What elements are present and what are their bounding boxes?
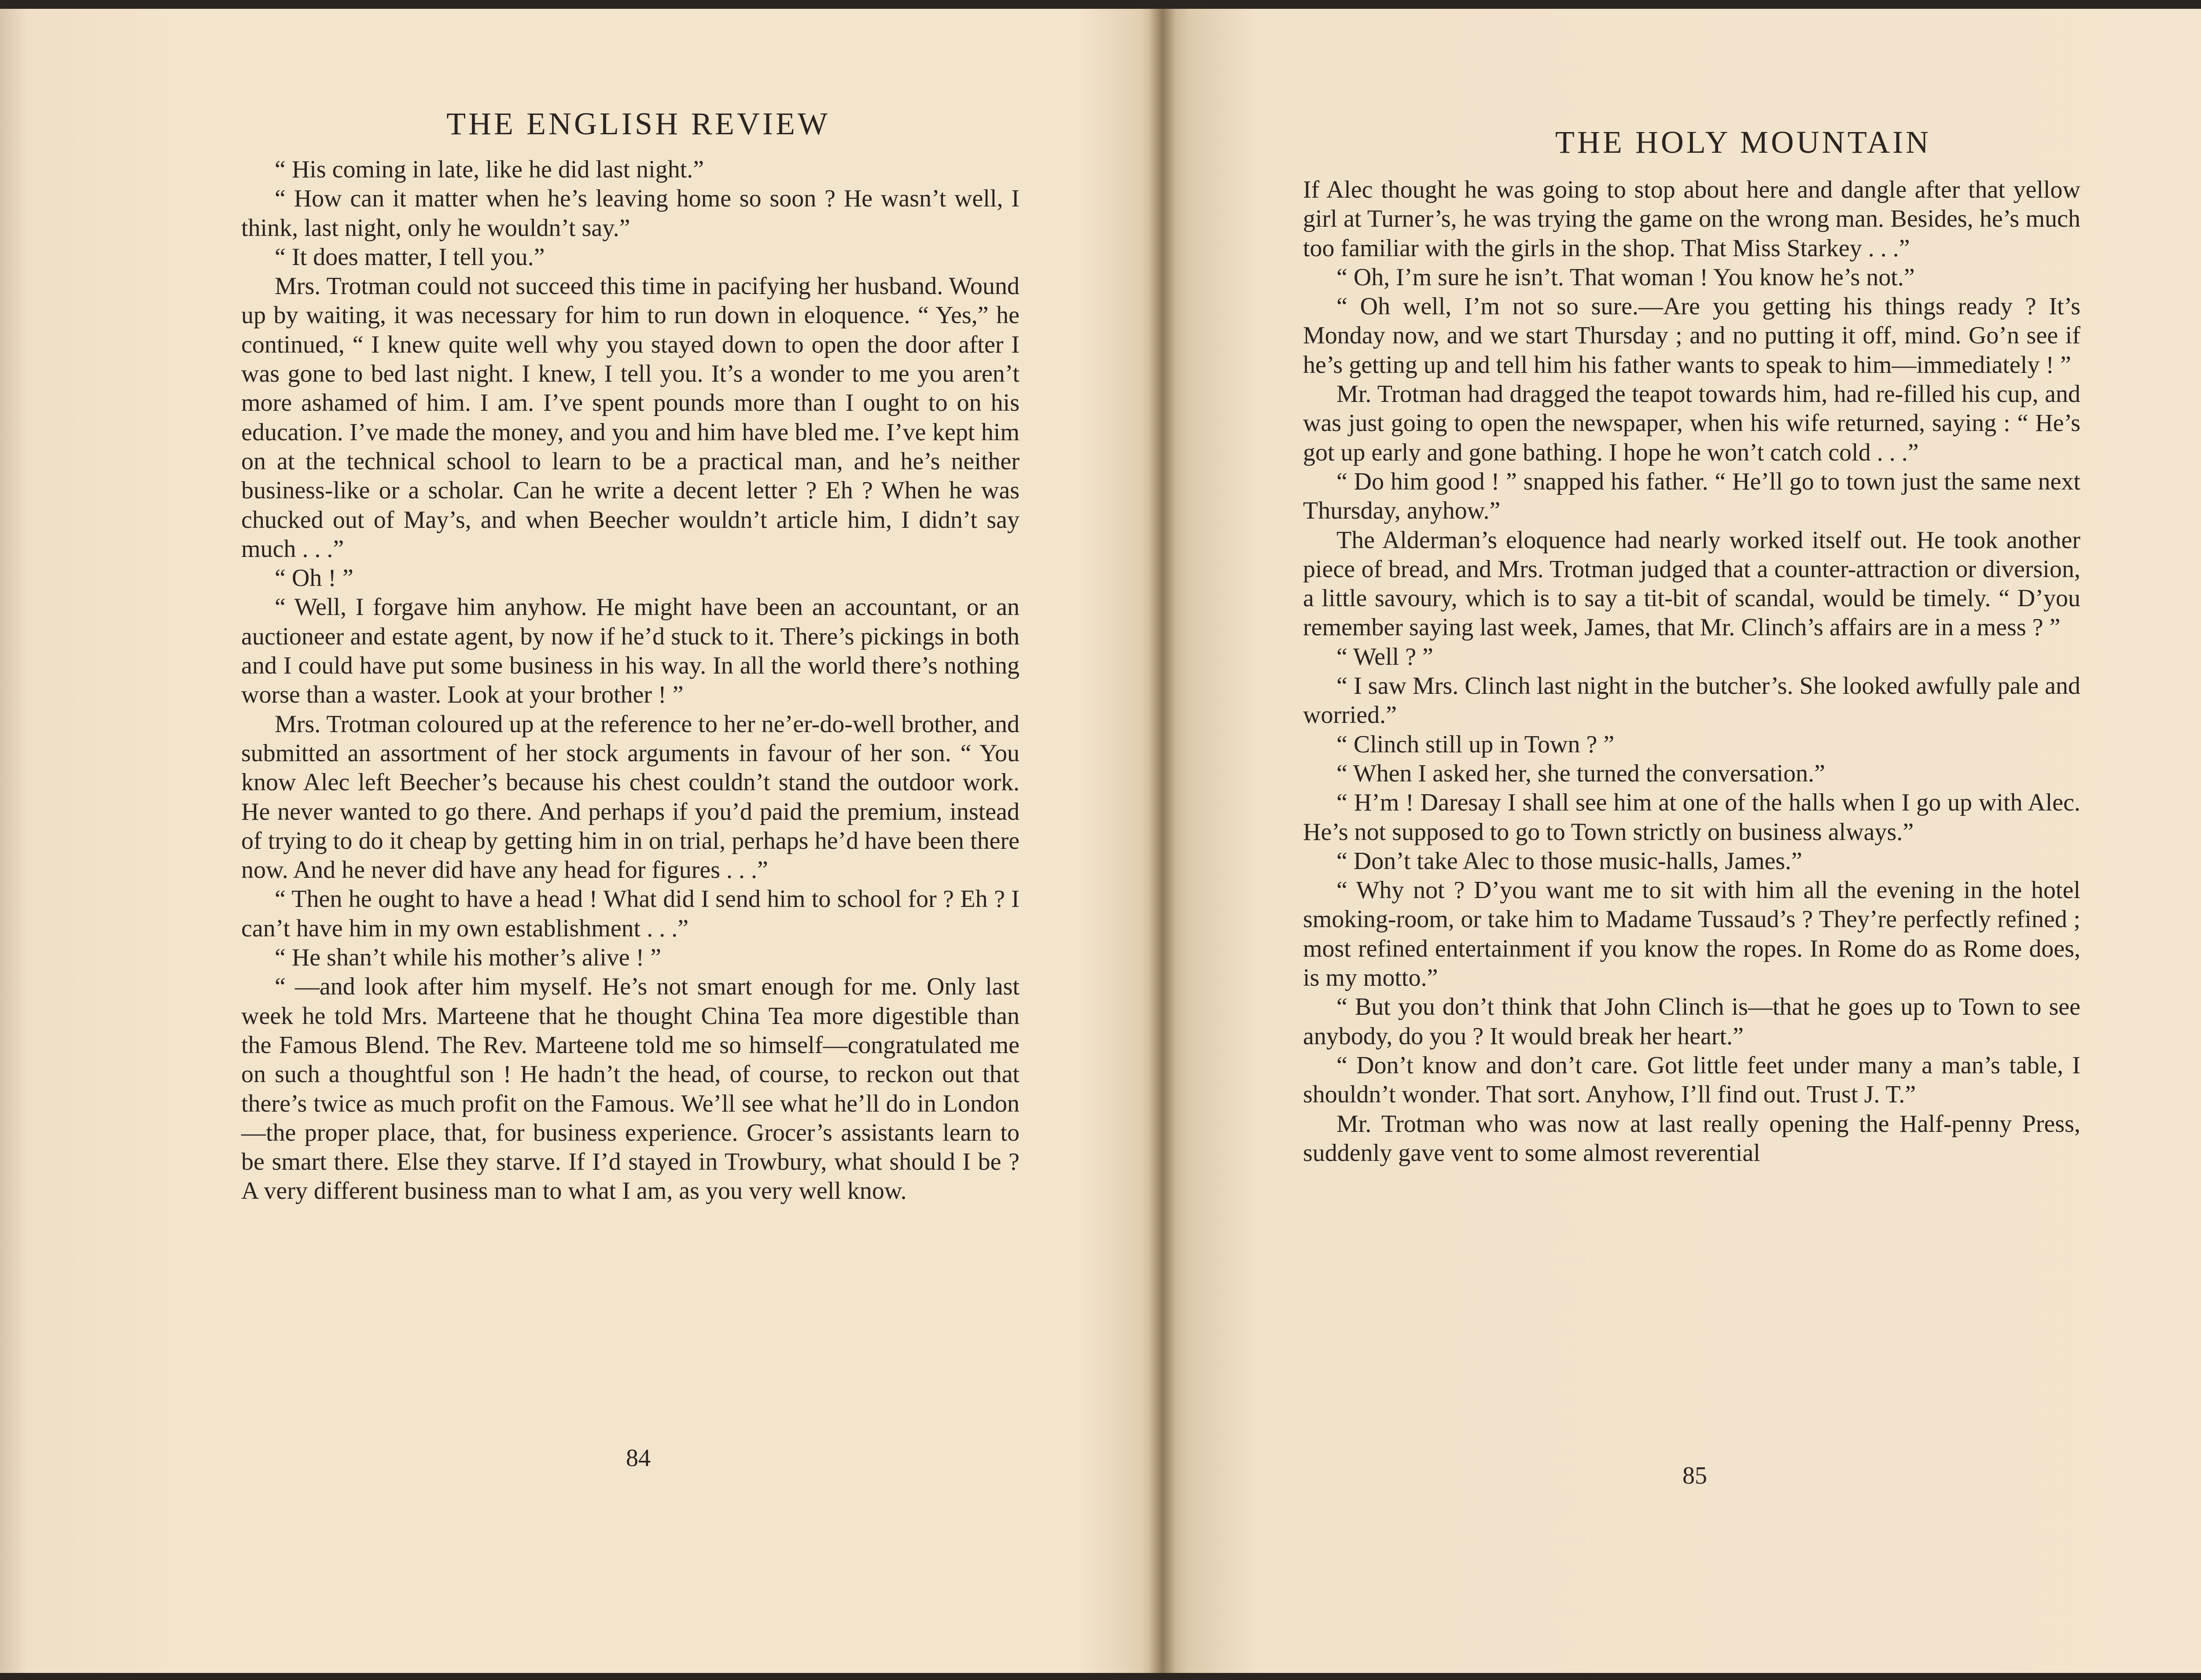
paragraph: “ Well, I forgave him anyhow. He might have been an accountant, or an auctioneer and estate agent, by now if he’d stuck to it. There’s pickings in both and I could have put some business in his way. In all the world there’s nothing worse than a waster. Look at your brother ! ” [241,593,1020,709]
paragraph: Mr. Trotman who was now at last really opening the Half-penny Press, suddenly gave vent to some almost reverential [1303,1110,2080,1167]
paragraph: “ His coming in late, like he did last night.” [275,156,704,183]
paragraph: “ Oh, I’m sure he isn’t. That woman ! You know he’s not.” [1336,263,1915,291]
paragraph: “ Why not ? D’you want me to sit with him all the evening in the hotel smoking-room, or take him to Madame Tussaud’s ? They’re perfectly refined ; most refined entertainment if you know the ropes. In Rome do as Rome does, is my motto.” [1303,877,2080,992]
paragraph: If Alec thought he was going to stop about here and dangle after that yellow girl at Turner’s, he was trying the game on the wrong man. Besides, he’s much too familiar with the girls in the shop. That Miss Starkey . . .” [1303,176,2080,262]
page-number-left: 84 [626,1444,651,1472]
paragraph: “ I saw Mrs. Clinch last night in the butcher’s. She looked awfully pale and worried.” [1303,672,2080,729]
running-head-right: THE HOLY MOUNTAIN [1555,125,1932,160]
paragraph: Mrs. Trotman coloured up at the reference to her ne’er-do-well brother, and submitted an assortment of her stock arguments in favour of her son. “ You know Alec left Beecher’s because his chest couldn’t stand the outdoor work. He never wanted to go there. And perhaps if you’d paid the premium, instead of trying to do it cheap by getting him in on trial, perhaps he’d have been there now. And he never did have any head for figures . . .” [241,710,1020,884]
paragraph: “ —and look after him myself. He’s not smart enough for me. Only last week he told Mrs. Marteene that he thought China Tea more digestible than the Famous Blend. The Rev. Marteene told me so himself—congratulated me on such a thoughtful son ! He hadn’t the head, of course, to reckon out that there’s twice as much profit on the Famous. We’ll see what he’ll do in London—the proper place, that, for business experience. Grocer’s assistants learn to be smart there. Else they starve. If I’d stayed in Trowbury, what should I be ? A very different business man to what I am, as you very well know. [241,973,1020,1205]
right-page-text [1303,175,2080,1168]
paragraph: Mr. Trotman had dragged the teapot towards him, had re-filled his cup, and was just going to open the newspaper, when his wife returned, saying : “ He’s got up early and gone bathing. I hope he won’t catch cold . . .” [1303,380,2080,466]
paragraph: “ Do him good ! ” snapped his father. “ He’ll go to town just the same next Thursday, anyhow.” [1303,468,2080,525]
paragraph: “ Then he ought to have a head ! What did I send him to school for ? Eh ? I can’t have him in my own establishment . . .” [241,885,1020,942]
paragraph: “ When I asked her, she turned the conversation.” [1336,759,1826,787]
paragraph: “ But you don’t think that John Clinch is—that he goes up to Town to see anybody, do you ? It would break her heart.” [1303,993,2080,1050]
paragraph: “ He shan’t while his mother’s alive ! ” [275,944,662,972]
paragraph: “ Oh well, I’m not so sure.—Are you getting his things ready ? It’s Monday now, and we start Thursday ; and no putting it off, mind. Go’n see if he’s getting up and tell him his father wants to speak to him—immediately ! ” [1303,293,2080,379]
paragraph: “ Clinch still up in Town ? ” [1336,730,1615,758]
paragraph: “ How can it matter when he’s leaving home so soon ? He wasn’t well, I think, last night, only he wouldn’t say.” [241,185,1020,242]
page-number-right: 85 [1682,1462,1707,1489]
book-gutter [1149,9,1175,1673]
paragraph: “ Don’t know and don’t care. Got little feet under many a man’s table, I shouldn’t wonder. That sort. Anyhow, I’ll find out. Trust J. T.” [1303,1051,2080,1109]
paragraph: “ Don’t take Alec to those music-halls, James.” [1336,847,1803,875]
paragraph: “ Oh ! ” [275,564,353,592]
left-page-text [241,155,1020,1206]
running-head-left: THE ENGLISH REVIEW [446,106,830,141]
paragraph: The Alderman’s eloquence had nearly worked itself out. He took another piece of bread, and Mrs. Trotman judged that a counter-attraction or diversion, a little savoury, which is to say a tit-bit of scandal, would be timely. “ D’you remember saying last week, James, that Mr. Clinch’s affairs are in a mess ? ” [1303,526,2080,641]
paragraph: Mrs. Trotman could not succeed this time in pacifying her husband. Wound up by waiting, it was necessary for him to run down in eloquence. “ Yes,” he continued, “ I knew quite well why you stayed down to open the door after I was gone to bed last night. I knew, I tell you. It’s a wonder to me you aren’t more ashamed of him. I am. I’ve spent pounds more than I ought to on his education. I’ve made the money, and you and him have bled me. I’ve kept him on at the technical school to learn to be a practical man, and he’s neither business-like or a scholar. Can he write a decent letter ? Eh ? When he was chucked out of May’s, and when Beecher wouldn’t article him, I didn’t say much . . .” [241,273,1020,563]
paragraph: “ It does matter, I tell you.” [275,243,545,271]
paragraph: “ H’m ! Daresay I shall see him at one of the halls when I go up with Alec. He’s not supposed to go to Town strictly on business always.” [1303,789,2080,846]
paragraph: “ Well ? ” [1336,643,1433,671]
